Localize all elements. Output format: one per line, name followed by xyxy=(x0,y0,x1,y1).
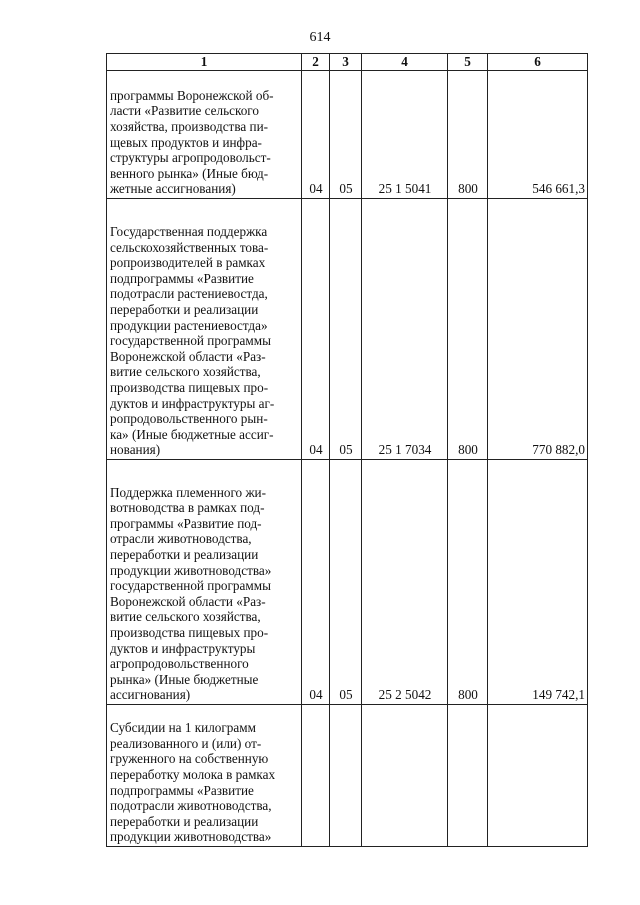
description-line: ка» (Иные бюджетные ассиг- xyxy=(110,426,274,442)
description-line: переработки и реализации xyxy=(110,547,259,563)
description-line: венного рынка» (Иные бюд- xyxy=(110,165,269,181)
amount: 770 882,0 xyxy=(488,199,588,460)
row-description xyxy=(107,199,302,460)
description-line: витие сельского хозяйства, xyxy=(110,609,261,625)
description-line: переработки и реализации xyxy=(110,302,259,318)
description-line: переработки и реализации xyxy=(110,813,259,829)
section-code: 04 xyxy=(302,71,330,199)
description-line: груженного на собственную xyxy=(110,751,269,767)
subsection-code: 05 xyxy=(330,460,362,705)
expense-type-code: 800 xyxy=(448,199,488,460)
description-line: нования) xyxy=(110,442,161,458)
description-line: сельскохозяйственных това- xyxy=(110,239,269,255)
section-code: 04 xyxy=(302,199,330,460)
row-description xyxy=(107,705,302,847)
description-line: ассигнования) xyxy=(110,687,191,703)
target-article-code: 25 1 7034 xyxy=(362,199,448,460)
amount: 149 742,1 xyxy=(488,460,588,705)
description-line: программы Воронежской об- xyxy=(110,87,274,103)
column-header-2: 2 xyxy=(302,54,330,71)
target-article-code: 25 2 5042 xyxy=(362,460,448,705)
column-header-4: 4 xyxy=(362,54,448,71)
description-line: ласти «Развитие сельского xyxy=(110,103,259,119)
target-article-code xyxy=(362,705,448,847)
expense-type-code: 800 xyxy=(448,460,488,705)
description-line: Поддержка племенного жи- xyxy=(110,484,267,500)
table-row xyxy=(107,199,588,460)
amount xyxy=(488,705,588,847)
table-row xyxy=(107,460,588,705)
description-line: дуктов и инфраструктуры xyxy=(110,640,256,656)
table-row xyxy=(107,705,588,847)
table-row xyxy=(107,71,588,199)
description-line: структуры агропродовольст- xyxy=(110,150,271,166)
expense-type-code: 800 xyxy=(448,71,488,199)
description-line: ропроизводителей в рамках xyxy=(110,255,266,271)
description-line: продукции растениевостда» xyxy=(110,317,268,333)
description-line: агропродовольственного xyxy=(110,656,249,672)
description-line: витие сельского хозяйства, xyxy=(110,364,261,380)
description-line: производства пищевых про- xyxy=(110,625,269,641)
description-line: государственной программы xyxy=(110,333,271,349)
subsection-code xyxy=(330,705,362,847)
description-line: дуктов и инфраструктуры аг- xyxy=(110,395,275,411)
description-line: переработку молока в рамках xyxy=(110,767,276,783)
description-line: продукции животноводства» xyxy=(110,829,272,845)
description-line: подотрасли животноводства, xyxy=(110,798,272,814)
subsection-code: 05 xyxy=(330,199,362,460)
description-line: вотноводства в рамках под- xyxy=(110,500,265,516)
row-description xyxy=(107,71,302,199)
description-line: хозяйства, производства пи- xyxy=(110,119,269,135)
description-line: реализованного и (или) от- xyxy=(110,735,262,751)
description-line: Воронежской области «Раз- xyxy=(110,593,266,609)
section-code: 04 xyxy=(302,460,330,705)
column-header-6: 6 xyxy=(488,54,588,71)
header-row xyxy=(107,54,588,71)
subsection-code: 05 xyxy=(330,71,362,199)
description-line: Государственная поддержка xyxy=(110,224,268,240)
description-line: отрасли животноводства, xyxy=(110,531,252,547)
description-line: жетные ассигнования) xyxy=(110,181,236,197)
description-line: Субсидии на 1 килограмм xyxy=(110,720,256,736)
description-line: подпрограммы «Развитие xyxy=(110,782,254,798)
budget-table xyxy=(106,53,588,847)
description-line: подпрограммы «Развитие xyxy=(110,270,254,286)
description-line: щевых продуктов и инфра- xyxy=(110,134,262,150)
page-number: 614 xyxy=(309,30,331,45)
target-article-code: 25 1 5041 xyxy=(362,71,448,199)
description-line: ропродовольственного рын- xyxy=(110,411,268,427)
description-line: рынка» (Иные бюджетные xyxy=(110,671,259,687)
description-line: государственной программы xyxy=(110,578,271,594)
expense-type-code xyxy=(448,705,488,847)
amount: 546 661,3 xyxy=(488,71,588,199)
description-line: продукции животноводства» xyxy=(110,562,272,578)
description-line: подотрасли растениевостда, xyxy=(110,286,268,302)
description-line: производства пищевых про- xyxy=(110,380,269,396)
description-line: Воронежской области «Раз- xyxy=(110,348,266,364)
column-header-5: 5 xyxy=(448,54,488,71)
description-line: программы «Развитие под- xyxy=(110,515,262,531)
row-description xyxy=(107,460,302,705)
section-code xyxy=(302,705,330,847)
column-header-3: 3 xyxy=(330,54,362,71)
column-header-1: 1 xyxy=(107,54,302,71)
